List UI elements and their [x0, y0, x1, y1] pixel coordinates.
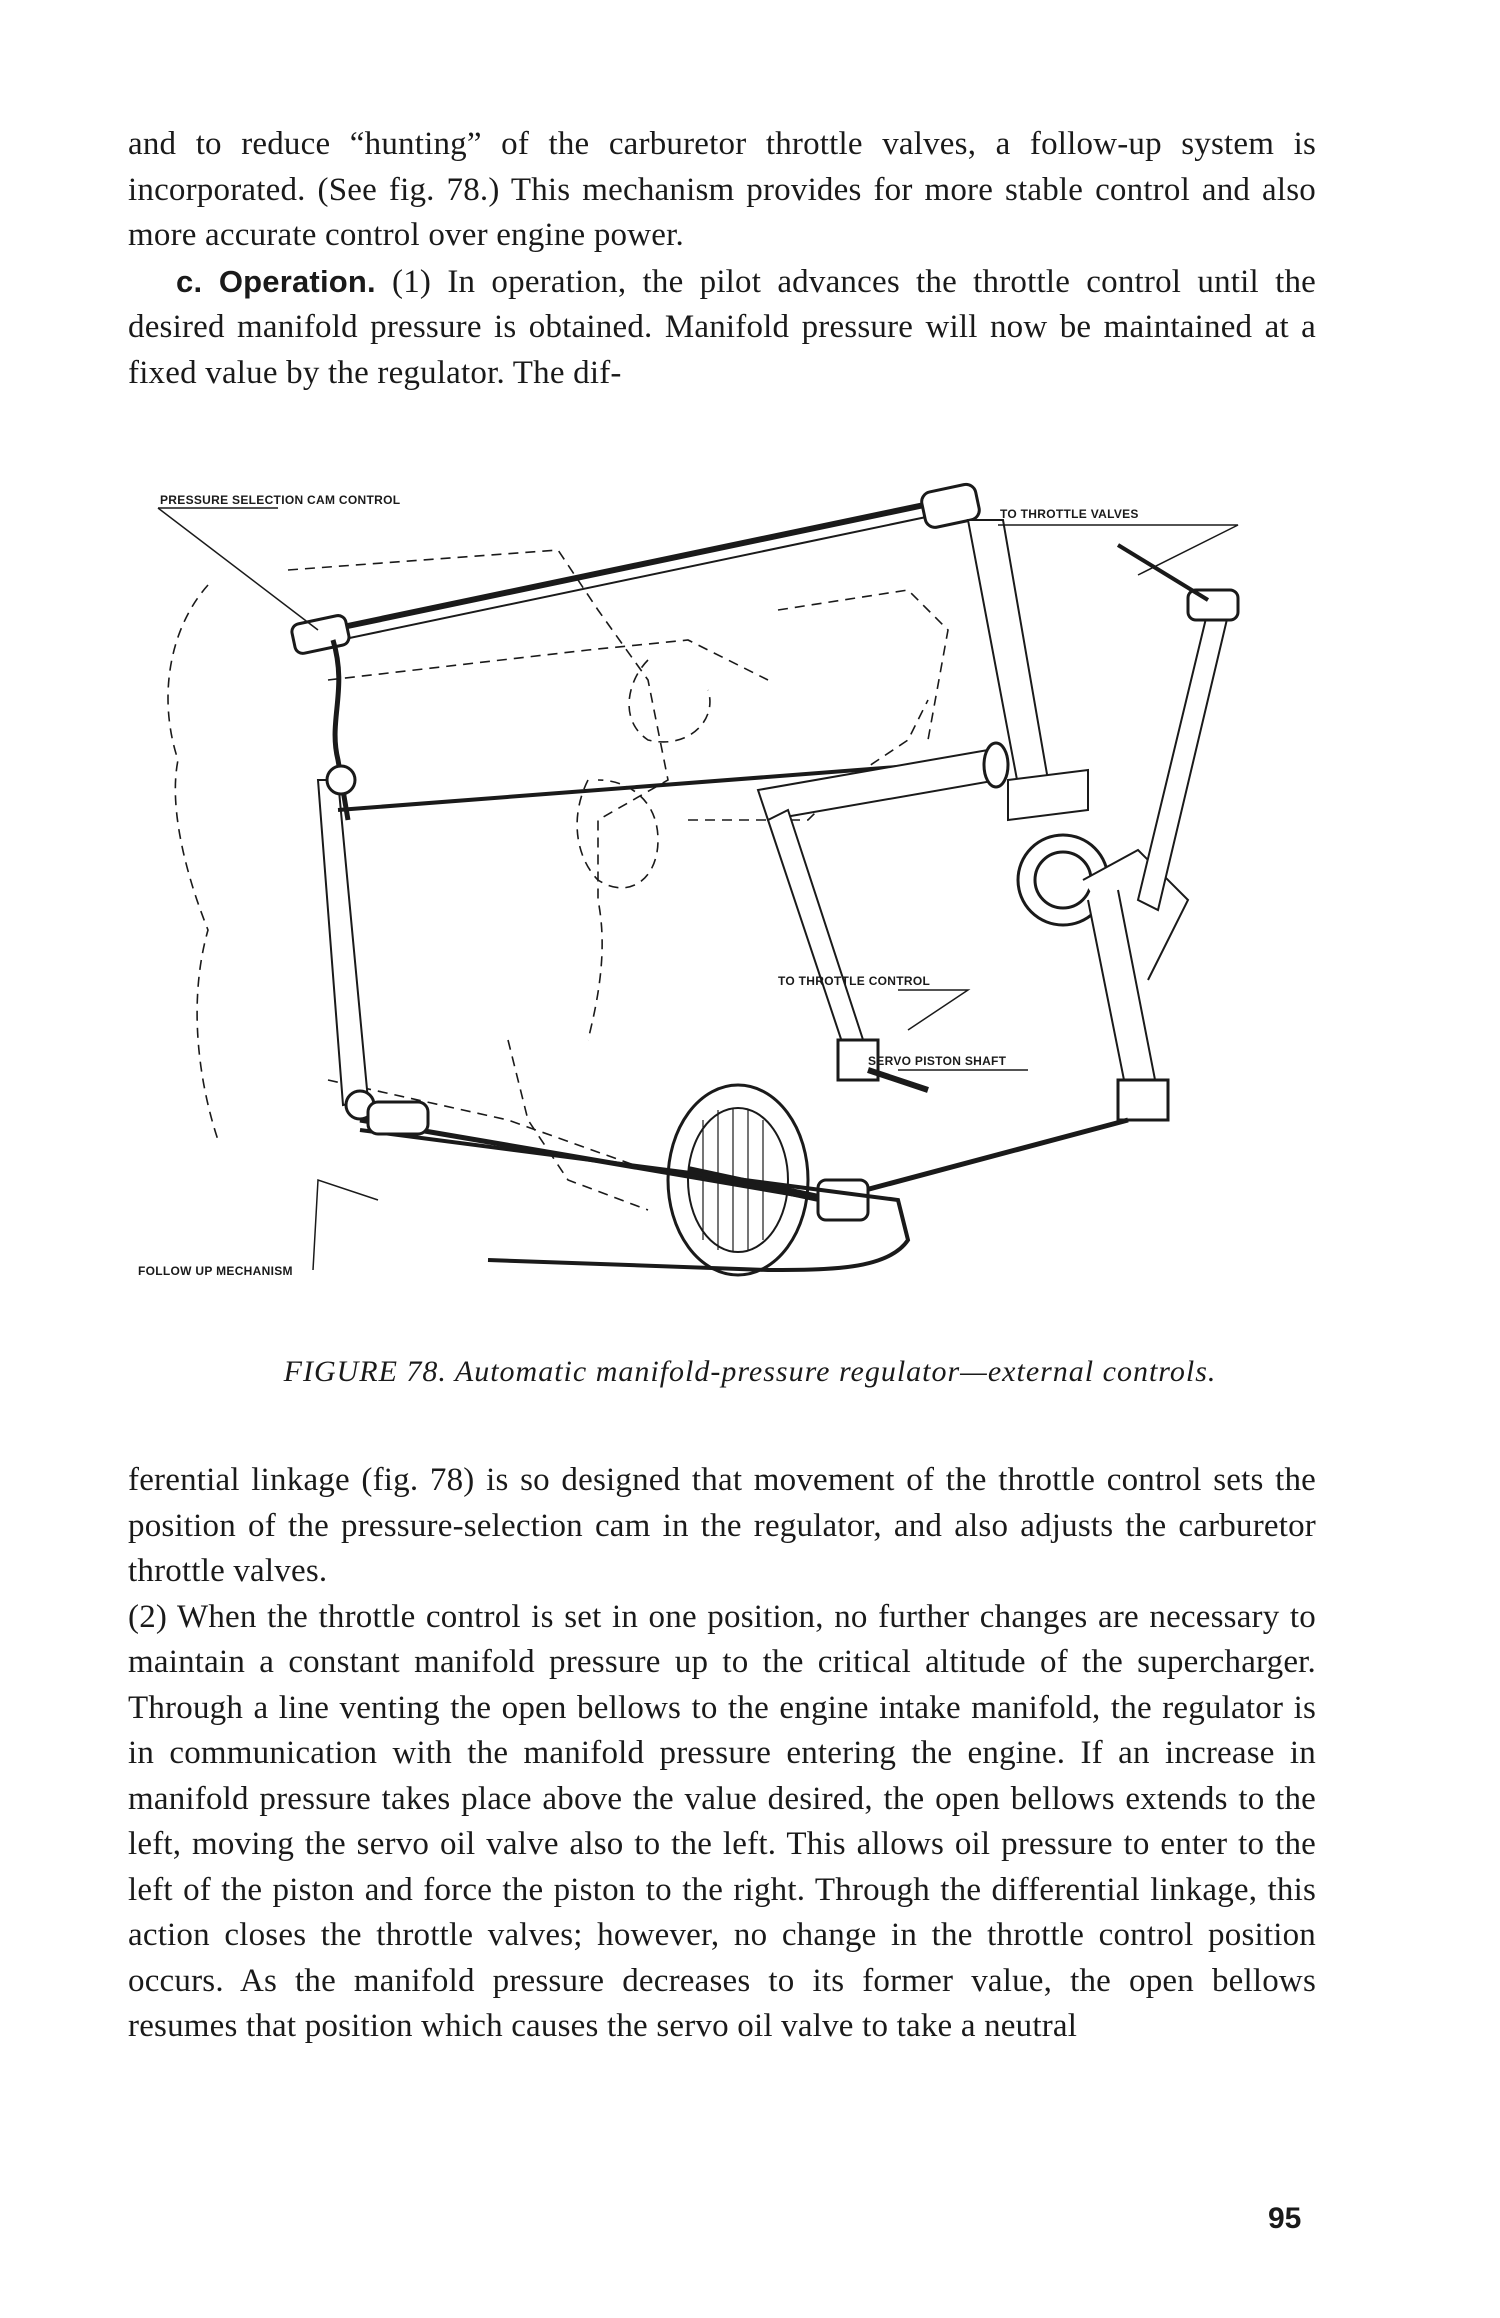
continued-paragraph: ferential linkage (fig. 78) is so designed that movement of the throttle control sets the position of the pressure-selection cam in the regulator, and also adjusts the carburetor throttle valves. — [128, 1462, 1316, 1589]
paragraph-2: (2) When the throttle control is set in one position, no further changes are necessary to maintain a constant manifold pressure up to the critical altitude of the supercharger. Through a line venting the open bellows to the engine intake manifold, the regulator is in communication with the manifold pressure entering the engine. If an increase in manifold pressure takes place above the value desired, the open bellows extends to the left, moving the servo oil valve also to the left. This allows oil pressure to enter to the left of the piston and force the piston to the right. Through the differential linkage, this action closes the throttle valves; however, no change in the throttle control position occurs. As the manifold pressure decreases to its former value, the open bellows resumes that position which causes the servo oil valve to take a neutral — [128, 1598, 1316, 2044]
label-servo-piston-shaft: SERVO PISTON SHAFT — [868, 1054, 1007, 1068]
left-lever — [318, 640, 374, 1119]
intro-paragraph: and to reduce “hunting” of the carburetor throttle valves, a follow-up system is incorporated. (See fig. 78.) This mechanism provides for more stable control and also more accurate control over engine power. — [128, 126, 1316, 253]
operation-heading: c. Operation. — [176, 263, 376, 299]
bottom-text — [128, 1458, 1316, 2050]
label-pressure-selection-cam: PRESSURE SELECTION CAM CONTROL — [160, 493, 401, 507]
operation-paragraph — [128, 259, 1316, 397]
label-to-throttle-control: TO THROTTLE CONTROL — [778, 974, 931, 988]
figure-78-illustration — [128, 480, 1316, 1340]
page-number: 95 — [1268, 2202, 1302, 2235]
regulator-linkage-drawing — [128, 480, 1316, 1340]
top-paragraph — [128, 122, 1316, 396]
middle-shaft-assembly — [338, 743, 1008, 1090]
label-to-throttle-valves: TO THROTTLE VALVES — [1000, 507, 1139, 521]
top-control-rod — [290, 483, 981, 655]
figure-caption: FIGURE 78. Automatic manifold-pressure regulator—external controls. — [283, 1355, 1217, 1388]
engine-outline-dashed — [168, 550, 948, 1210]
label-follow-up-mechanism: FOLLOW UP MECHANISM — [138, 1264, 293, 1278]
operation-text: (1) In operation, the pilot advances the throttle control until the desired manifold pressure is obtained. Manifold pressure will now be maintained at a fixed value by the regulator. The dif- — [128, 263, 1316, 391]
right-upper-lever — [968, 520, 1188, 1120]
